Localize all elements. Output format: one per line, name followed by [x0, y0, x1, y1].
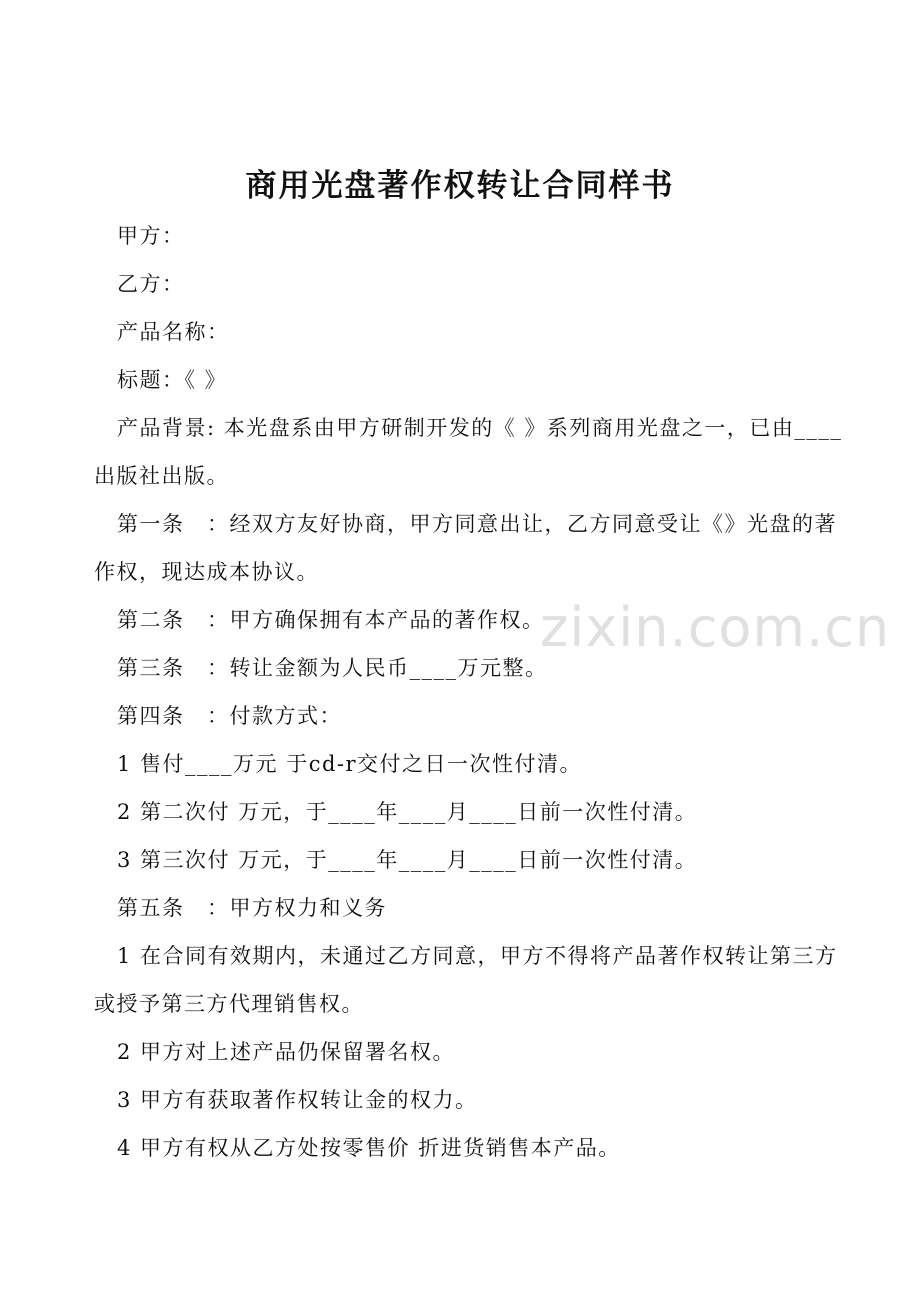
paragraph-payment-3: 3 第三次付 万元，于____年____月____日前一次性付清。 [117, 848, 698, 872]
paragraph-payment-1: 1 售付____万元 于cd-r交付之日一次性付清。 [117, 752, 583, 776]
paragraph-party-b: 乙方： [117, 272, 185, 296]
watermark: zixin.com.cn [540, 596, 891, 659]
paragraph-payment-2: 2 第二次付 万元，于____年____月____日前一次性付清。 [117, 800, 698, 824]
paragraph-article-2: 第二条 ：甲方确保拥有本产品的著作权。 [117, 608, 545, 632]
paragraph-title-field: 标题：《 》 [117, 368, 228, 392]
paragraph-product-name: 产品名称： [117, 320, 230, 344]
paragraph-party-a: 甲方： [117, 224, 185, 248]
paragraph-party-a-duty-2: 2 甲方对上述产品仍保留署名权。 [117, 1040, 456, 1064]
paragraph-article-1: 第一条 ：经双方友好协商，甲方同意出让，乙方同意受让《》光盘的著作权，现达成本协议。 [94, 512, 837, 584]
document-title: 商用光盘著作权转让合同样书 [245, 168, 675, 204]
paragraph-article-5: 第五条 ：甲方权力和义务 [117, 896, 387, 920]
paragraph-party-a-duty-3: 3 甲方有获取著作权转让金的权力。 [117, 1088, 478, 1112]
paragraph-article-4: 第四条 ：付款方式： [117, 704, 342, 728]
paragraph-article-3: 第三条 ：转让金额为人民币____万元整。 [117, 656, 548, 680]
paragraph-party-a-duty-4: 4 甲方有权从乙方处按零售价 折进货销售本产品。 [117, 1136, 621, 1160]
paragraph-product-background: 产品背景: 本光盘系由甲方研制开发的《 》系列商用光盘之一，已由____出版社出版。 [94, 416, 843, 488]
paragraph-party-a-duty-1: 1 在合同有效期内，未通过乙方同意，甲方不得将产品著作权转让第三方或授予第三方代理销售权。 [94, 944, 838, 1016]
